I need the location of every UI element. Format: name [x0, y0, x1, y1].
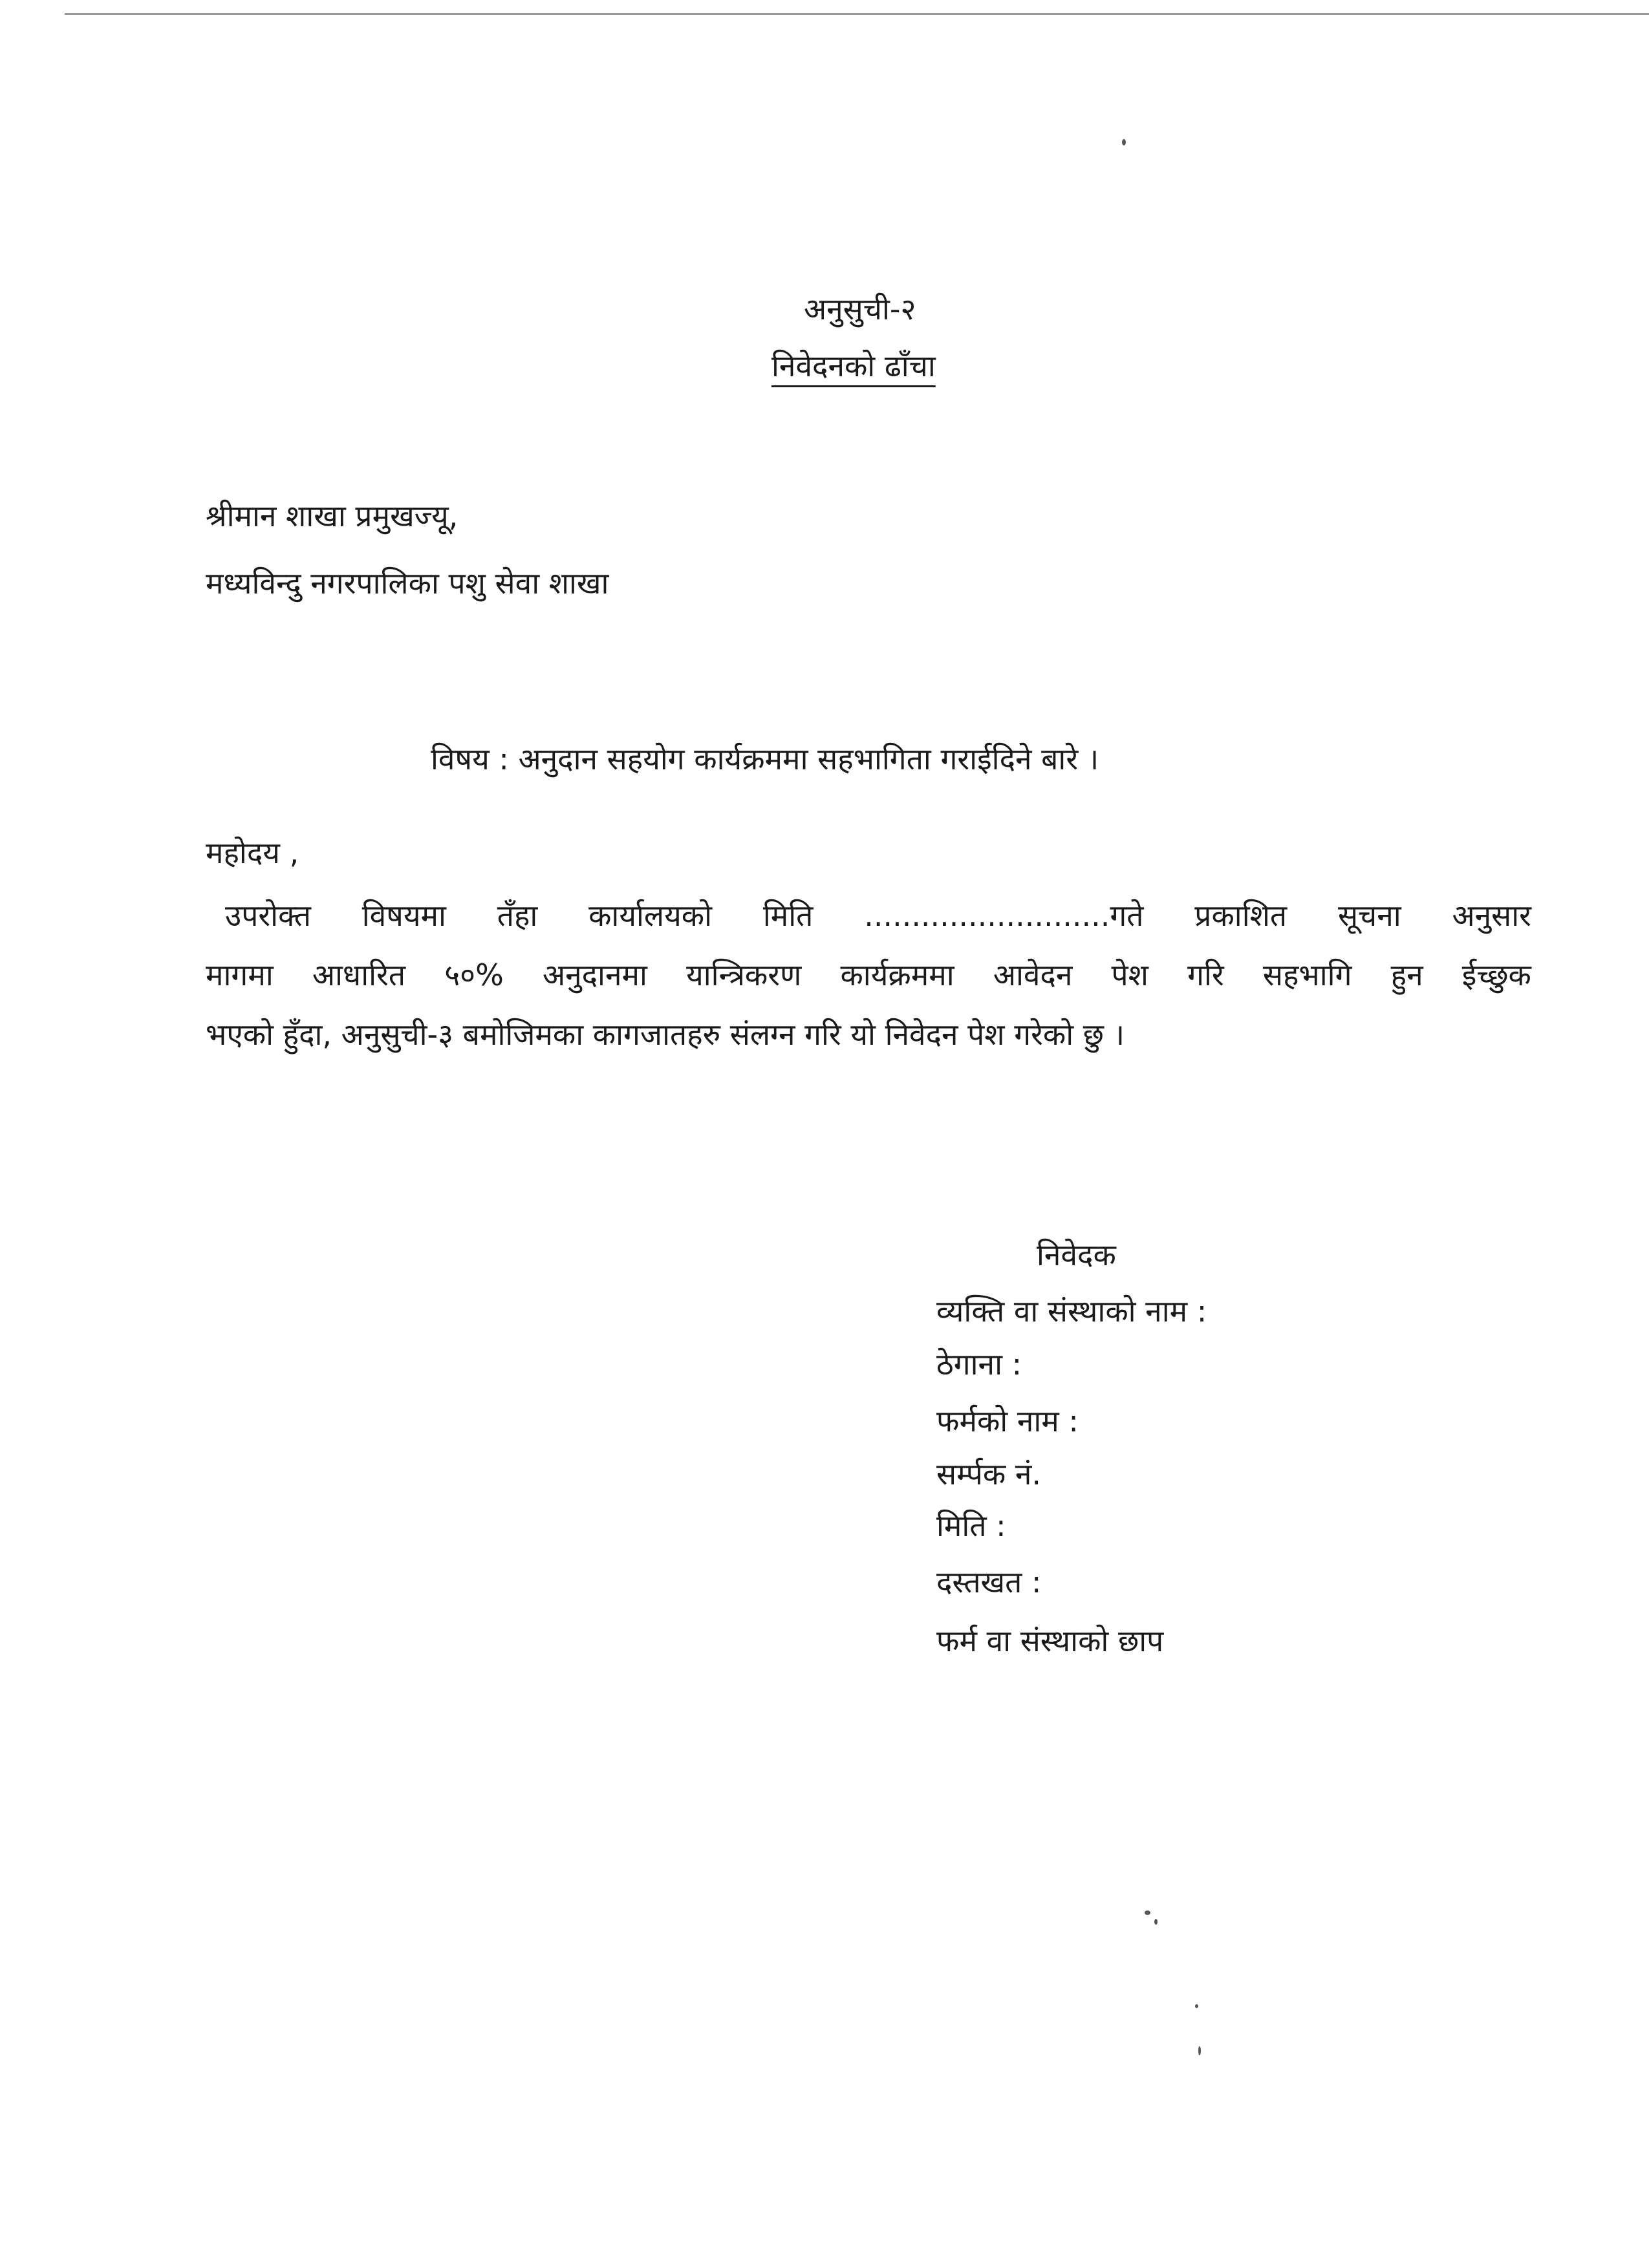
body-word: हुन — [1390, 957, 1423, 992]
body-word: विषयमा — [361, 898, 446, 933]
field-date: मिति : — [936, 1508, 1006, 1543]
body-word: तँहा — [497, 898, 538, 933]
body-word: मिति — [762, 898, 814, 933]
body-word: पेश — [1111, 957, 1148, 992]
scan-speck — [1154, 1919, 1158, 1925]
body-word: प्रकाशित — [1194, 898, 1288, 933]
body-word: आवेदन — [993, 957, 1073, 992]
body-word: आधारित — [312, 957, 406, 992]
body-word: अनुदानमा — [542, 957, 647, 992]
addressee-line-1: श्रीमान शाखा प्रमुखज्यू, — [206, 498, 458, 533]
salutation: महोदय , — [206, 835, 299, 870]
field-signature: दस्तखत : — [936, 1565, 1042, 1599]
scan-speck — [1195, 2004, 1198, 2008]
scan-speck — [1198, 2046, 1201, 2055]
subject-line: विषय : अनुदान सहयोग कार्यक्रममा सहभागिता गराईदिने बारे । — [431, 742, 1099, 776]
field-address: ठेगाना : — [936, 1347, 1022, 1382]
body-word: ५०% — [444, 957, 504, 992]
body-word: मागमा — [206, 957, 274, 992]
form-title: निवेदनको ढाँचा — [771, 348, 936, 383]
body-word: उपरोक्त — [225, 898, 311, 933]
scan-edge-line — [65, 13, 1649, 15]
body-word: गरि — [1187, 957, 1224, 992]
body-word: कार्यक्रममा — [840, 957, 954, 992]
addressee-line-2: मध्यविन्दु नगरपालिका पशु सेवा शाखा — [206, 566, 609, 601]
body-word: सूचना — [1337, 898, 1401, 933]
field-stamp: फर्म वा संस्थाको छाप — [936, 1623, 1164, 1658]
schedule-label: अनुसुची-२ — [804, 292, 916, 326]
body-word: सहभागि — [1262, 957, 1352, 992]
field-contact-number: सर्म्पक नं. — [936, 1457, 1042, 1492]
body-line-3: भएको हुँदा, अनुसुची-३ बमोजिमका कागजातहरु संलग्न गरि यो निवेदन पेश गरेको छु । — [206, 1017, 1125, 1052]
body-word: अनुसार — [1452, 898, 1531, 933]
scan-speck — [1145, 1910, 1150, 1915]
body-line-2 — [206, 956, 1531, 994]
body-word: यान्त्रिकरण — [686, 957, 802, 992]
applicant-heading: निवेदक — [1037, 1237, 1116, 1272]
date-blank: ..........................गते — [864, 898, 1144, 933]
scan-speck — [1122, 139, 1126, 145]
body-word: कार्यालयको — [588, 898, 713, 933]
body-word: ईच्छुक — [1461, 957, 1531, 992]
field-applicant-name: व्यक्ति वा संस्थाको नाम : — [936, 1294, 1207, 1329]
field-firm-name: फर्मको नाम : — [936, 1404, 1079, 1439]
body-line-1 — [206, 896, 1531, 935]
